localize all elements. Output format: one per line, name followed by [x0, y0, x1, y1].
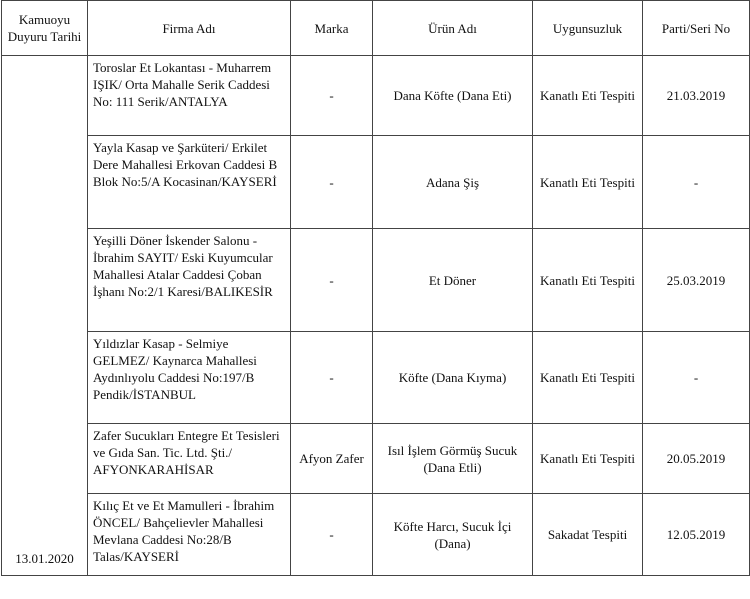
- brand-cell: -: [291, 136, 373, 229]
- brand-cell: -: [291, 229, 373, 332]
- batch-cell: 21.03.2019: [643, 56, 750, 136]
- product-cell: Isıl İşlem Görmüş Sucuk (Dana Etli): [373, 424, 533, 494]
- table-row: [2, 56, 750, 136]
- company-cell: Kılıç Et ve Et Mamulleri - İbrahim ÖNCEL/ Bahçelievler Mahallesi Mevlana Caddesi No:28/B Talas/KAYSERİ: [88, 494, 291, 576]
- product-cell: Köfte Harcı, Sucuk İçi (Dana): [373, 494, 533, 576]
- product-cell: Et Döner: [373, 229, 533, 332]
- table-row: [2, 229, 750, 332]
- header-nonconformity: Uygunsuzluk: [533, 1, 643, 56]
- company-cell: Yıldızlar Kasap - Selmiye GELMEZ/ Kaynarca Mahallesi Aydınlıyolu Caddesi No:197/B Pendik/İSTANBUL: [88, 332, 291, 424]
- header-product-name: Ürün Adı: [373, 1, 533, 56]
- header-batch-number: Parti/Seri No: [643, 1, 750, 56]
- recall-table: [1, 0, 750, 576]
- batch-cell: -: [643, 136, 750, 229]
- nonconformity-cell: Kanatlı Eti Tespiti: [533, 332, 643, 424]
- announcement-date-cell: 13.01.2020: [2, 56, 88, 576]
- header-announcement-date: Kamuoyu Duyuru Tarihi: [2, 1, 88, 56]
- nonconformity-cell: Kanatlı Eti Tespiti: [533, 136, 643, 229]
- header-row: [2, 1, 750, 56]
- company-cell: Toroslar Et Lokantası - Muharrem IŞIK/ Orta Mahalle Serik Caddesi No: 111 Serik/ANTALYA: [88, 56, 291, 136]
- table-row: [2, 136, 750, 229]
- company-cell: Yeşilli Döner İskender Salonu - İbrahim SAYIT/ Eski Kuyumcular Mahallesi Atalar Caddesi Çoban İşhanı No:2/1 Karesi/BALIKESİR: [88, 229, 291, 332]
- nonconformity-cell: Kanatlı Eti Tespiti: [533, 56, 643, 136]
- brand-cell: -: [291, 56, 373, 136]
- batch-cell: 25.03.2019: [643, 229, 750, 332]
- nonconformity-cell: Sakadat Tespiti: [533, 494, 643, 576]
- brand-cell: -: [291, 494, 373, 576]
- batch-cell: 12.05.2019: [643, 494, 750, 576]
- nonconformity-cell: Kanatlı Eti Tespiti: [533, 424, 643, 494]
- product-cell: Köfte (Dana Kıyma): [373, 332, 533, 424]
- company-cell: Yayla Kasap ve Şarküteri/ Erkilet Dere Mahallesi Erkovan Caddesi B Blok No:5/A Kocasinan/KAYSERİ: [88, 136, 291, 229]
- product-cell: Adana Şiş: [373, 136, 533, 229]
- product-cell: Dana Köfte (Dana Eti): [373, 56, 533, 136]
- batch-cell: -: [643, 332, 750, 424]
- table-row: [2, 494, 750, 576]
- brand-cell: -: [291, 332, 373, 424]
- nonconformity-cell: Kanatlı Eti Tespiti: [533, 229, 643, 332]
- company-cell: Zafer Sucukları Entegre Et Tesisleri ve Gıda San. Tic. Ltd. Şti./ AFYONKARAHİSAR: [88, 424, 291, 494]
- table-row: [2, 424, 750, 494]
- brand-cell: Afyon Zafer: [291, 424, 373, 494]
- header-brand: Marka: [291, 1, 373, 56]
- table-row: [2, 332, 750, 424]
- batch-cell: 20.05.2019: [643, 424, 750, 494]
- header-company-name: Firma Adı: [88, 1, 291, 56]
